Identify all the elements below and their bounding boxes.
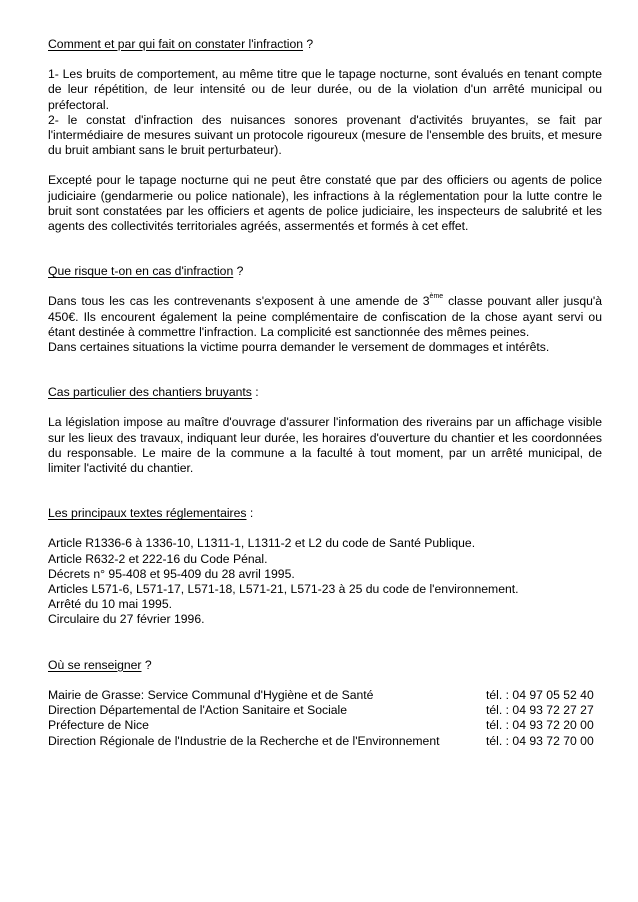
heading-suffix: ?	[303, 37, 314, 51]
heading-text: Que risque t-on en cas d'infraction	[48, 264, 234, 279]
contact-phone: tél. : 04 93 72 70 00	[486, 733, 594, 748]
contact-row	[48, 718, 602, 733]
contacts-table	[48, 688, 602, 749]
heading-text: Où se renseigner	[48, 657, 142, 672]
paragraph: 2- le constat d'infraction des nuisances sonores provenant d'activités bruyantes, se fait par l'intermédiaire de mesures suivant un protocole rigoureux (mesure de l'ensemble des bruits, et mesure du bruit ambiant sans le bruit perturbateur).	[48, 112, 602, 158]
text-line: Arrêté du 10 mai 1995.	[48, 597, 172, 612]
contact-organisation: Préfecture de Nice	[48, 718, 149, 733]
contact-row	[48, 734, 602, 749]
section-heading	[48, 264, 602, 279]
contact-organisation: Direction Départemental de l'Action Sanitaire et Sociale	[48, 703, 348, 718]
heading-text: Cas particulier des chantiers bruyants	[48, 385, 252, 400]
section-chantiers	[48, 385, 602, 476]
section-contacts	[48, 658, 602, 749]
contact-organisation: Mairie de Grasse: Service Communal d'Hygiène et de Santé	[48, 687, 374, 702]
section-textes	[48, 506, 602, 627]
paragraph	[48, 294, 602, 340]
contact-phone: tél. : 04 93 72 20 00	[486, 718, 594, 733]
heading-text: Comment et par qui fait on constater l'infraction	[48, 37, 304, 51]
section-heading	[48, 658, 602, 673]
section-risque	[48, 264, 602, 355]
text-line: Décrets n° 95-408 et 95-409 du 28 avril 1995.	[48, 566, 295, 581]
superscript: ème	[429, 293, 444, 301]
contact-row	[48, 703, 602, 718]
heading-suffix: ?	[141, 657, 152, 672]
document-page	[48, 37, 602, 749]
paragraph: Excepté pour le tapage nocturne qui ne peut être constaté que par des officiers ou agents de police judiciaire (gendarmerie ou police nationale), les infractions à la réglementation pour la lutte contre le bruit sont constatées par les officiers et agents de police judiciaire, les inspecteurs de salubrité et les agents des collectivités territoriales agréés, assermentés et formés à cet effet.	[48, 173, 602, 234]
text-run: classe pouvant aller jusqu'à 450€. Ils encourent également la peine complémentaire de confiscation de la chose ayant servi ou étant destinée à commettre l'infraction. La complicité est sanctionnée des mêmes peines.	[48, 294, 602, 339]
section-heading	[48, 37, 602, 52]
text-line: Articles L571-6, L571-17, L571-18, L571-21, L571-23 à 25 du code de l'environnement.	[48, 582, 519, 597]
text-line: Article R632-2 et 222-16 du Code Pénal.	[48, 551, 268, 566]
heading-suffix: :	[246, 506, 254, 521]
heading-suffix: :	[251, 385, 259, 400]
text-line: Circulaire du 27 février 1996.	[48, 612, 205, 627]
contact-row	[48, 688, 602, 703]
heading-suffix: ?	[233, 264, 244, 279]
text-line: Article R1336-6 à 1336-10, L1311-1, L1311-2 et L2 du code de Santé Publique.	[48, 536, 476, 551]
paragraph: La législation impose au maître d'ouvrage d'assurer l'information des riverains par un affichage visible sur les lieux des travaux, indiquant leur durée, les horaires d'ouverture du chantier et les coordonnées du responsable. Le maire de la commune a la faculté à tout moment, par un arrêté municipal, de limiter l'activité du chantier.	[48, 415, 602, 476]
contact-phone: tél. : 04 97 05 52 40	[486, 687, 594, 702]
section-heading	[48, 506, 602, 521]
paragraph: 1- Les bruits de comportement, au même titre que le tapage nocturne, sont évalués en tenant compte de leur répétition, de leur intensité ou de leur durée, ou de la violation d'un arrêté municipal ou préfectoral.	[48, 67, 602, 112]
section-heading	[48, 385, 602, 400]
section-constat	[48, 37, 602, 234]
contact-organisation: Direction Régionale de l'Industrie de la Recherche et de l'Environnement	[48, 733, 440, 748]
heading-text: Les principaux textes réglementaires	[48, 506, 247, 521]
text-run: Dans tous les cas les contrevenants s'exposent à une amende de 3	[48, 294, 430, 309]
contact-phone: tél. : 04 93 72 27 27	[486, 703, 594, 718]
paragraph: Dans certaines situations la victime pourra demander le versement de dommages et intérêts.	[48, 340, 550, 355]
